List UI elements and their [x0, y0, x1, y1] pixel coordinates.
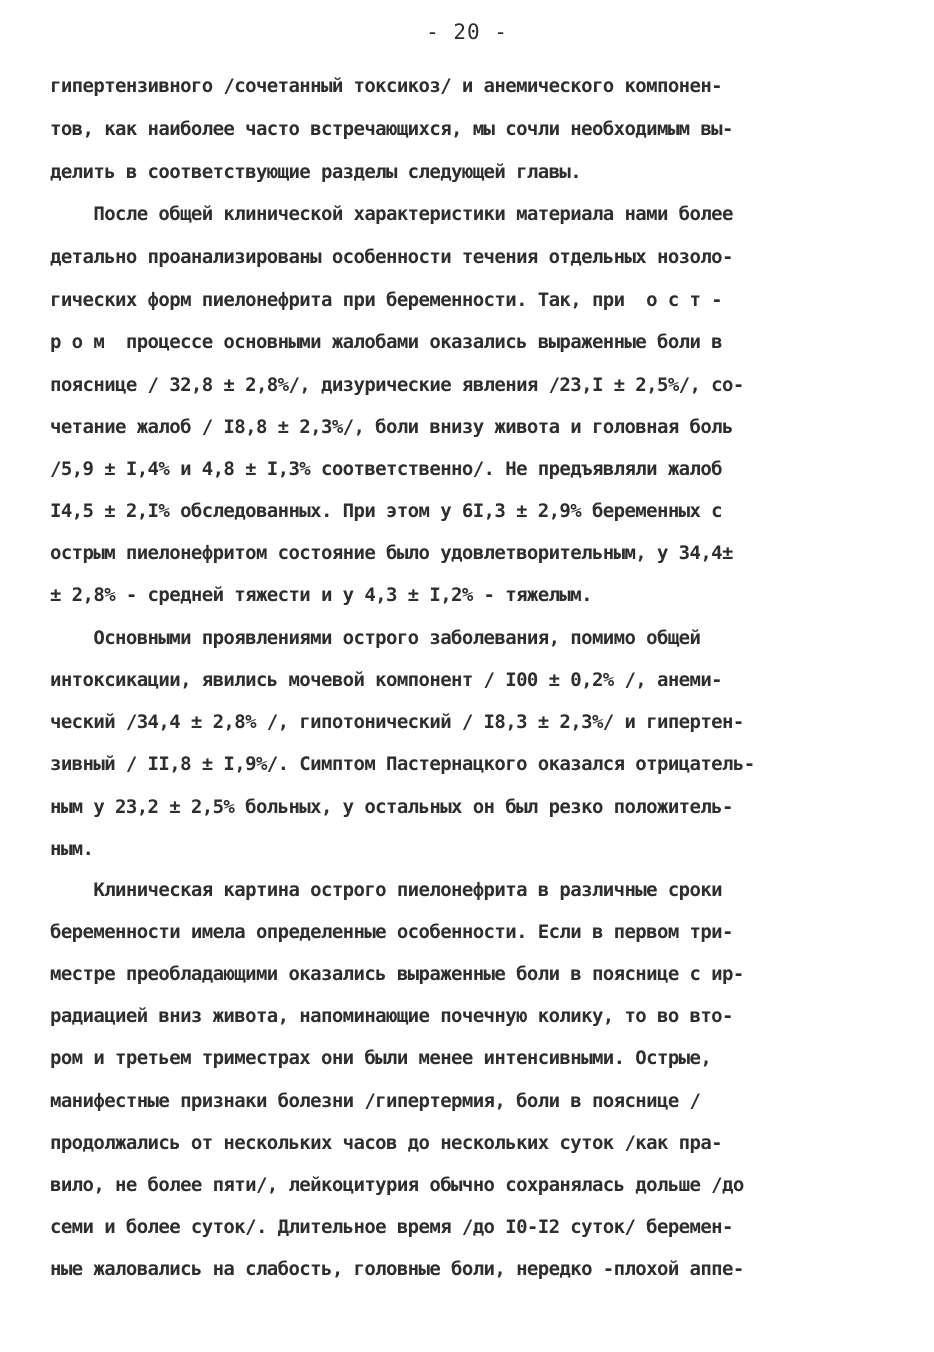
text-line: гипертензивного /сочетанный токсикоз/ и анемического компонен-	[50, 75, 723, 97]
text-line: Основными проявлениями острого заболевания, помимо общей	[50, 627, 701, 649]
text-line: После общей клинической характеристики материала нами более	[50, 203, 733, 225]
page-number: - 20 -	[426, 20, 508, 44]
text-line: продолжались от нескольких часов до нескольких суток /как пра-	[50, 1132, 723, 1154]
text-line: семи и более суток/. Длительное время /до I0-I2 суток/ беремен-	[50, 1216, 733, 1238]
text-line: пояснице / 32,8 ± 2,8%/, дизурические явления /23,I ± 2,5%/, со-	[50, 374, 744, 396]
text-line: ным.	[50, 838, 94, 860]
text-line: зивный / II,8 ± I,9%/. Симптом Пастернацкого оказался отрицатель-	[50, 753, 755, 775]
text-line: четание жалоб / I8,8 ± 2,3%/, боли внизу живота и головная боль	[50, 416, 733, 438]
text-line: детально проанализированы особенности течения отдельных нозоло-	[50, 246, 733, 268]
text-line: беременности имела определенные особенности. Если в первом три-	[50, 921, 733, 943]
text-line: Клиническая картина острого пиелонефрита в различные сроки	[50, 879, 723, 901]
text-line: гических форм пиелонефрита при беременности. Так, при о с т -	[50, 289, 723, 311]
text-line: радиацией вниз живота, напоминающие почечную колику, то во вто-	[50, 1005, 733, 1027]
text-line: делить в соответствующие разделы следующей главы.	[50, 161, 582, 183]
text-line: ным у 23,2 ± 2,5% больных, у остальных он был резко положитель-	[50, 796, 733, 818]
text-line: ± 2,8% - средней тяжести и у 4,3 ± I,2% - тяжелым.	[50, 584, 592, 606]
text-line: ром и третьем триместрах они были менее интенсивными. Острые,	[50, 1047, 712, 1069]
text-line: острым пиелонефритом состояние было удовлетворительным, у 34,4±	[50, 542, 733, 564]
text-line: I4,5 ± 2,I% обследованных. При этом у 6I,3 ± 2,9% беременных с	[50, 500, 723, 522]
text-line: тов, как наиболее часто встречающихся, мы сочли необходимым вы-	[50, 118, 733, 140]
text-line: /5,9 ± I,4% и 4,8 ± I,3% соответственно/. Не предъявляли жалоб	[50, 458, 723, 480]
text-line: р о м процессе основными жалобами оказались выраженные боли в	[50, 331, 723, 353]
text-line: интоксикации, явились мочевой компонент / I00 ± 0,2% /, анеми-	[50, 669, 723, 691]
text-line: вило, не более пяти/, лейкоцитурия обычно сохранялась дольше /до	[50, 1174, 744, 1196]
text-line: манифестные признаки болезни /гипертермия, боли в пояснице /	[50, 1090, 701, 1112]
text-line: ные жаловались на слабость, головные боли, нередко -плохой аппе-	[50, 1258, 744, 1280]
text-line: ческий /34,4 ± 2,8% /, гипотонический / I8,3 ± 2,3%/ и гипертен-	[50, 711, 744, 733]
text-line: местре преобладающими оказались выраженные боли в пояснице с ир-	[50, 963, 744, 985]
